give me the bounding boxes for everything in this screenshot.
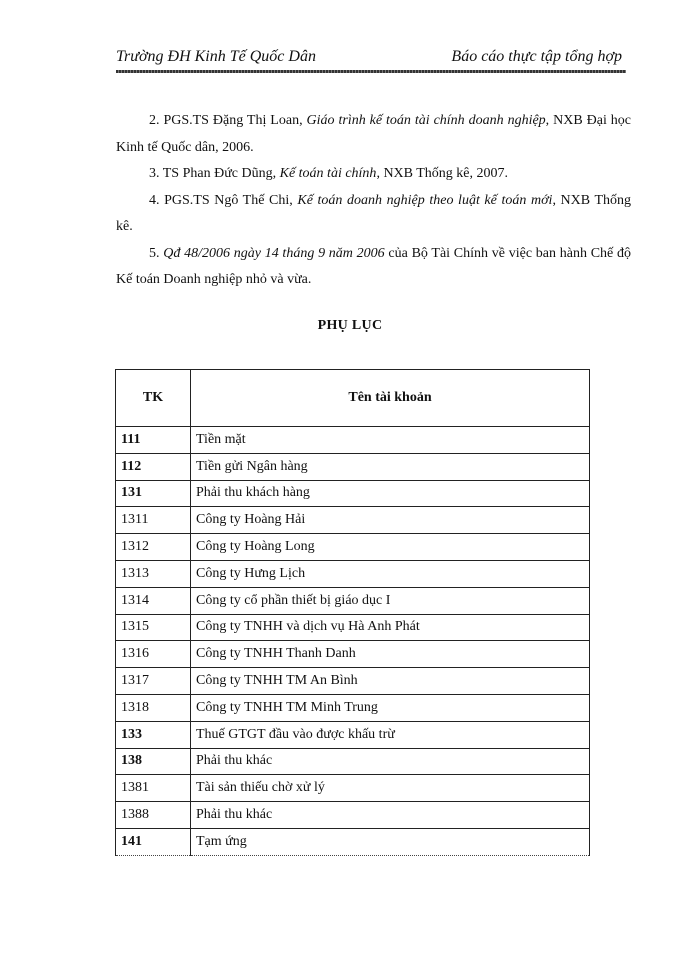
table-row (116, 614, 590, 641)
table-row (116, 668, 590, 695)
reference-title: Kế toán tài chính (279, 166, 377, 181)
account-name: Công ty TNHH TM An Bình (191, 668, 590, 695)
table-row (116, 587, 590, 614)
table-row (116, 641, 590, 668)
header-report-title: Báo cáo thực tập tổng hợp (451, 48, 622, 65)
account-code: 1312 (116, 534, 191, 561)
table-row (116, 721, 590, 748)
table-header-row (116, 370, 590, 427)
header-rule (116, 70, 626, 73)
account-code: 1315 (116, 614, 191, 641)
references-list (116, 108, 631, 294)
table-row (116, 560, 590, 587)
account-name: Phải thu khác (191, 802, 590, 829)
account-code: 1311 (116, 507, 191, 534)
page-header (116, 46, 626, 72)
table-row (116, 694, 590, 721)
column-header-account-name: Tên tài khoản (191, 370, 590, 427)
reference-prefix: 3. TS Phan Đức Dũng, (149, 166, 280, 181)
reference-item (116, 241, 631, 294)
account-name: Tài sản thiếu chờ xử lý (191, 775, 590, 802)
table-row (116, 534, 590, 561)
account-code: 112 (116, 453, 191, 480)
table-row (116, 802, 590, 829)
reference-item (116, 108, 631, 161)
account-name: Phải thu khách hàng (191, 480, 590, 507)
reference-item (116, 161, 631, 188)
account-code: 1318 (116, 694, 191, 721)
account-name: Tiền gửi Ngân hàng (191, 453, 590, 480)
table-row (116, 427, 590, 454)
column-header-tk: TK (116, 370, 191, 427)
table-row (116, 507, 590, 534)
account-name: Công ty TNHH Thanh Danh (191, 641, 590, 668)
reference-item (116, 188, 631, 241)
account-code: 1388 (116, 802, 191, 829)
account-code: 1313 (116, 560, 191, 587)
account-name: Thuế GTGT đầu vào được khấu trừ (191, 721, 590, 748)
account-code: 1317 (116, 668, 191, 695)
reference-suffix: , NXB Đại học Kinh tế Quốc dân, 2006. (116, 113, 631, 155)
reference-prefix: 5. (149, 245, 164, 261)
reference-prefix: 2. PGS.TS Đặng Thị Loan, (149, 113, 307, 128)
reference-prefix: 4. PGS.TS Ngô Thế Chi, (149, 192, 298, 208)
account-code: 133 (116, 721, 191, 748)
appendix-title: PHỤ LỤC (317, 318, 383, 333)
account-code: 111 (116, 427, 191, 454)
account-code: 138 (116, 748, 191, 775)
table-row (116, 828, 590, 855)
reference-title: Kế toán doanh nghiệp theo luật kế toán mới (297, 192, 553, 208)
reference-suffix: , NXB Thống kê, 2007. (376, 166, 509, 181)
reference-suffix: , NXB Thống kê. (116, 192, 632, 234)
header-school-name: Trường ĐH Kinh Tế Quốc Dân (116, 48, 316, 65)
account-name: Công ty TNHH TM Minh Trung (191, 694, 590, 721)
account-name: Tạm ứng (191, 828, 590, 855)
account-name: Công ty Hoàng Hải (191, 507, 590, 534)
account-name: Phải thu khác (191, 748, 590, 775)
account-name: Công ty Hoàng Long (191, 534, 590, 561)
table-row (116, 775, 590, 802)
account-code: 1316 (116, 641, 191, 668)
account-name: Tiền mặt (191, 427, 590, 454)
reference-title: Giáo trình kế toán tài chính doanh nghiệp (306, 113, 546, 128)
table-row (116, 480, 590, 507)
accounts-table (115, 369, 590, 856)
table-row (116, 453, 590, 480)
account-code: 141 (116, 828, 191, 855)
table-row (116, 748, 590, 775)
reference-title: Qđ 48/2006 ngày 14 tháng 9 năm 2006 (163, 245, 385, 261)
reference-suffix: của Bộ Tài Chính về việc ban hành Chế độ Kế toán Doanh nghiệp nhỏ và vừa. (116, 245, 632, 287)
account-code: 1314 (116, 587, 191, 614)
account-name: Công ty cổ phần thiết bị giáo dục I (191, 587, 590, 614)
account-code: 131 (116, 480, 191, 507)
account-name: Công ty Hưng Lịch (191, 560, 590, 587)
account-name: Công ty TNHH và dịch vụ Hà Anh Phát (191, 614, 590, 641)
account-code: 1381 (116, 775, 191, 802)
